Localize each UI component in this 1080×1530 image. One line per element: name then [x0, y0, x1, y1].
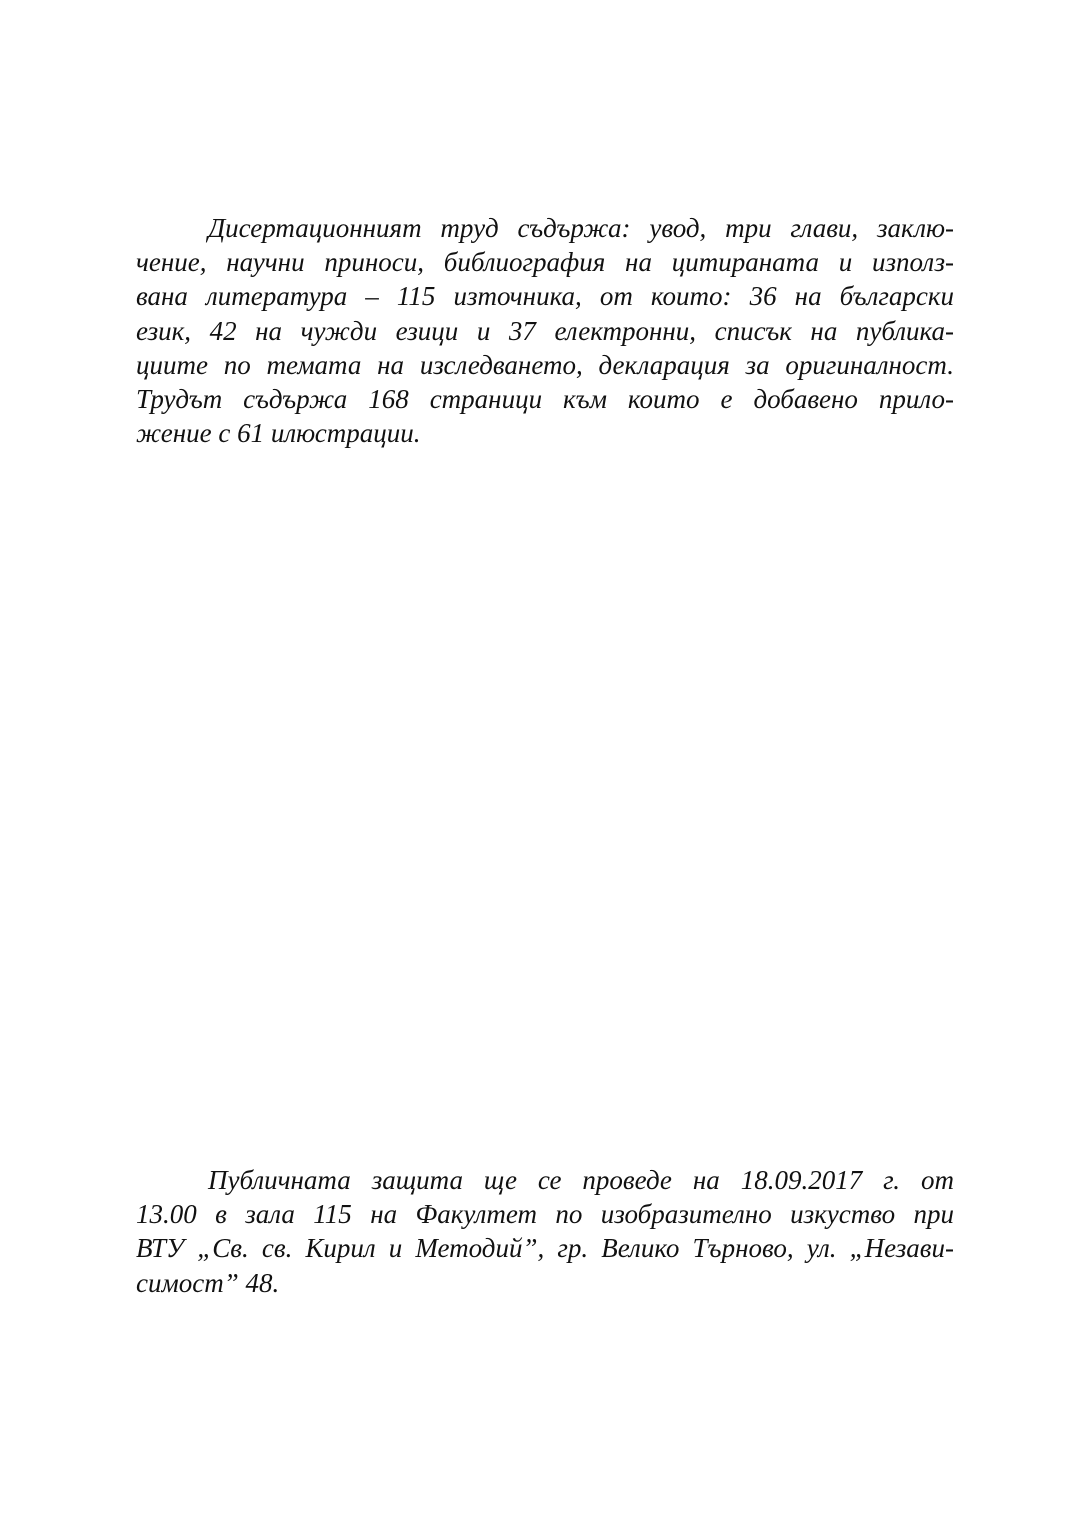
defense-line: симост” 48. — [136, 1267, 280, 1298]
defense-line: 13.00 в зала 115 на Факултет по изобразително изкуство при — [136, 1199, 954, 1230]
abstract-line: Дисертационният труд съдържа: увод, три глави, заклю- — [208, 213, 954, 243]
abstract-line: чение, научни приноси, библиография на цитираната и използ- — [136, 247, 954, 278]
abstract-line: вана литература – 115 източника, от които: 36 на български — [136, 281, 954, 312]
defense-paragraph — [136, 1163, 954, 1300]
abstract-line: жение с 61 илюстрации. — [136, 418, 421, 449]
abstract-line: език, 42 на чужди езици и 37 електронни, списък на публика- — [136, 315, 954, 346]
abstract-line: циите по темата на изследването, декларация за оригиналност. — [136, 349, 954, 380]
abstract-paragraph — [136, 211, 954, 450]
defense-line: ВТУ „Св. св. Кирил и Методий”, гр. Велико Търново, ул. „Незави- — [136, 1233, 954, 1264]
abstract-line: Трудът съдържа 168 страници към които е добавено прило- — [136, 383, 954, 414]
defense-line: Публичната защита ще се проведе на 18.09.2017 г. от — [208, 1165, 954, 1195]
